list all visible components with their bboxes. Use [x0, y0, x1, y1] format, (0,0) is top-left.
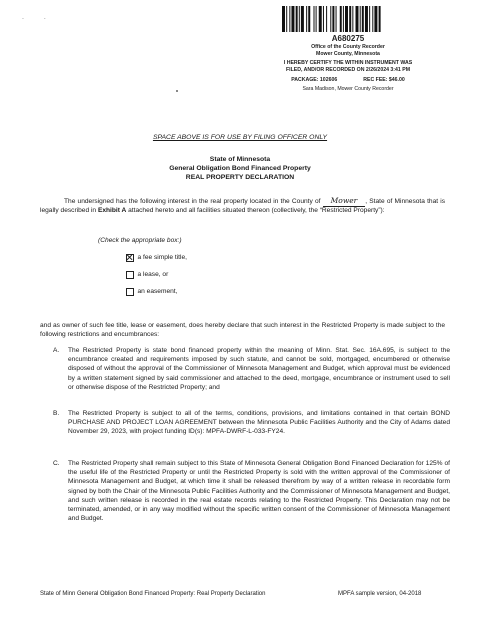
option-label: a lease, or	[137, 271, 169, 279]
certify-line-1: I HEREBY CERTIFY THE WITHIN INSTRUMENT WAS	[283, 60, 413, 67]
barcode	[282, 6, 442, 32]
option-lease	[126, 271, 168, 279]
document-title	[0, 155, 480, 183]
title-line-2: General Obligation Bond Financed Property	[169, 165, 311, 173]
exhibit-ref: Exhibit A	[97, 206, 127, 214]
document-number: A680275	[331, 34, 365, 43]
county-handwritten: Mower	[323, 197, 366, 207]
item-text: The Restricted Property is subject to all of the terms, conditions, provisions, and limitations contained in that certain BOND PURCHASE AND PROJECT LOAN AGREEMENT between the Minnesota Public Facilities Authority and the City of Adams dated November 29, 2023, with project funding ID(s): MPFA-DWRF-L-033-FY24.	[68, 410, 450, 436]
item-text: The Restricted Property is state bond financed property within the meaning of Minn. Stat. Sec. 16A.695, is subject to the encumbrance created and requirements imposed by such statute, and cannot be sold, mortgaged, encumbered or otherwise disposed of without the approval of the Commissioner of Minnesota Management and Budget, which approval must be evidenced by a written statement signed by said commissioner and attached to the deed, mortgage, encumbrance or instrument used to sell or otherwise dispose of the Restricted Property; and	[68, 347, 450, 391]
option-label: a fee simple title,	[137, 254, 187, 262]
intro-part-3: attached hereto and all facilities situated thereon (collectively, the “Restricted Property”):	[128, 206, 385, 214]
intro-part-1: The undersigned has the following interest in the real property located in the County of	[64, 198, 321, 205]
owner-paragraph: and as owner of such fee title, lease or easement, does hereby declare that such interest in the Restricted Property is made subject to the following restrictions and encumbrances:	[40, 322, 445, 338]
recording-stamp	[248, 33, 448, 93]
office-line-2: Mower County, Minnesota	[316, 50, 380, 57]
option-fee-simple	[126, 254, 187, 262]
check-instruction: (Check the appropriate box:)	[98, 237, 182, 244]
option-label: an easement,	[137, 288, 178, 296]
title-line-3: REAL PROPERTY DECLARATION	[185, 174, 295, 182]
title-line-1: State of Minnesota	[209, 156, 271, 163]
option-easement	[126, 288, 177, 296]
item-letter: B.	[53, 410, 60, 417]
item-letter: C.	[53, 460, 60, 467]
checkbox-empty-icon	[126, 288, 134, 296]
restriction-item-a	[40, 346, 450, 392]
recorder-name: Sara Madison, Mower County Recorder	[302, 85, 394, 92]
checkbox-empty-icon	[126, 271, 134, 279]
scan-specks: . .	[22, 14, 55, 21]
restriction-item-c	[40, 459, 450, 523]
scan-dot	[176, 90, 178, 92]
footer-version: MPFA sample version, 04-2018	[338, 591, 422, 597]
footer-title: State of Minn General Obligation Bond Financed Property: Real Property Declaration	[40, 591, 266, 597]
restriction-item-b	[40, 409, 450, 437]
item-text: The Restricted Property shall remain subject to this State of Minnesota General Obligation Bond Financed Declaration for 125% of the useful life of the Restricted Property or until the Restricted Property is sold with the written approval of the Commissioner of Minnesota Management and Budget, at which time it shall be released therefrom by way of a written release in recordable form signed by both the Chair of the Minnesota Public Facilities Authority and the Commissioner of Minnesota Management and Budget, and such written release is recorded in the real estate records relating to the Restricted Property. This Declaration may not be terminated, amended, or in any way modified without the specific written consent of the Commissioner of Minnesota Management and Budget.	[68, 460, 450, 523]
intro-paragraph	[40, 197, 445, 216]
package-number: PACKAGE: 102606	[291, 77, 338, 84]
intro-part-2: , State of Minnesota that is legally described in	[40, 198, 445, 214]
filing-officer-notice: SPACE ABOVE IS FOR USE BY FILING OFFICER ONLY	[152, 134, 328, 141]
checkbox-checked-icon	[126, 254, 134, 262]
recording-fee: REC FEE: $46.00	[363, 77, 405, 84]
certify-line-2: FILED, AND/OR RECORDED ON 2/26/2024 3:41 PM	[285, 66, 411, 73]
item-letter: A.	[53, 347, 60, 354]
office-line-1: Office of the County Recorder	[311, 44, 385, 50]
